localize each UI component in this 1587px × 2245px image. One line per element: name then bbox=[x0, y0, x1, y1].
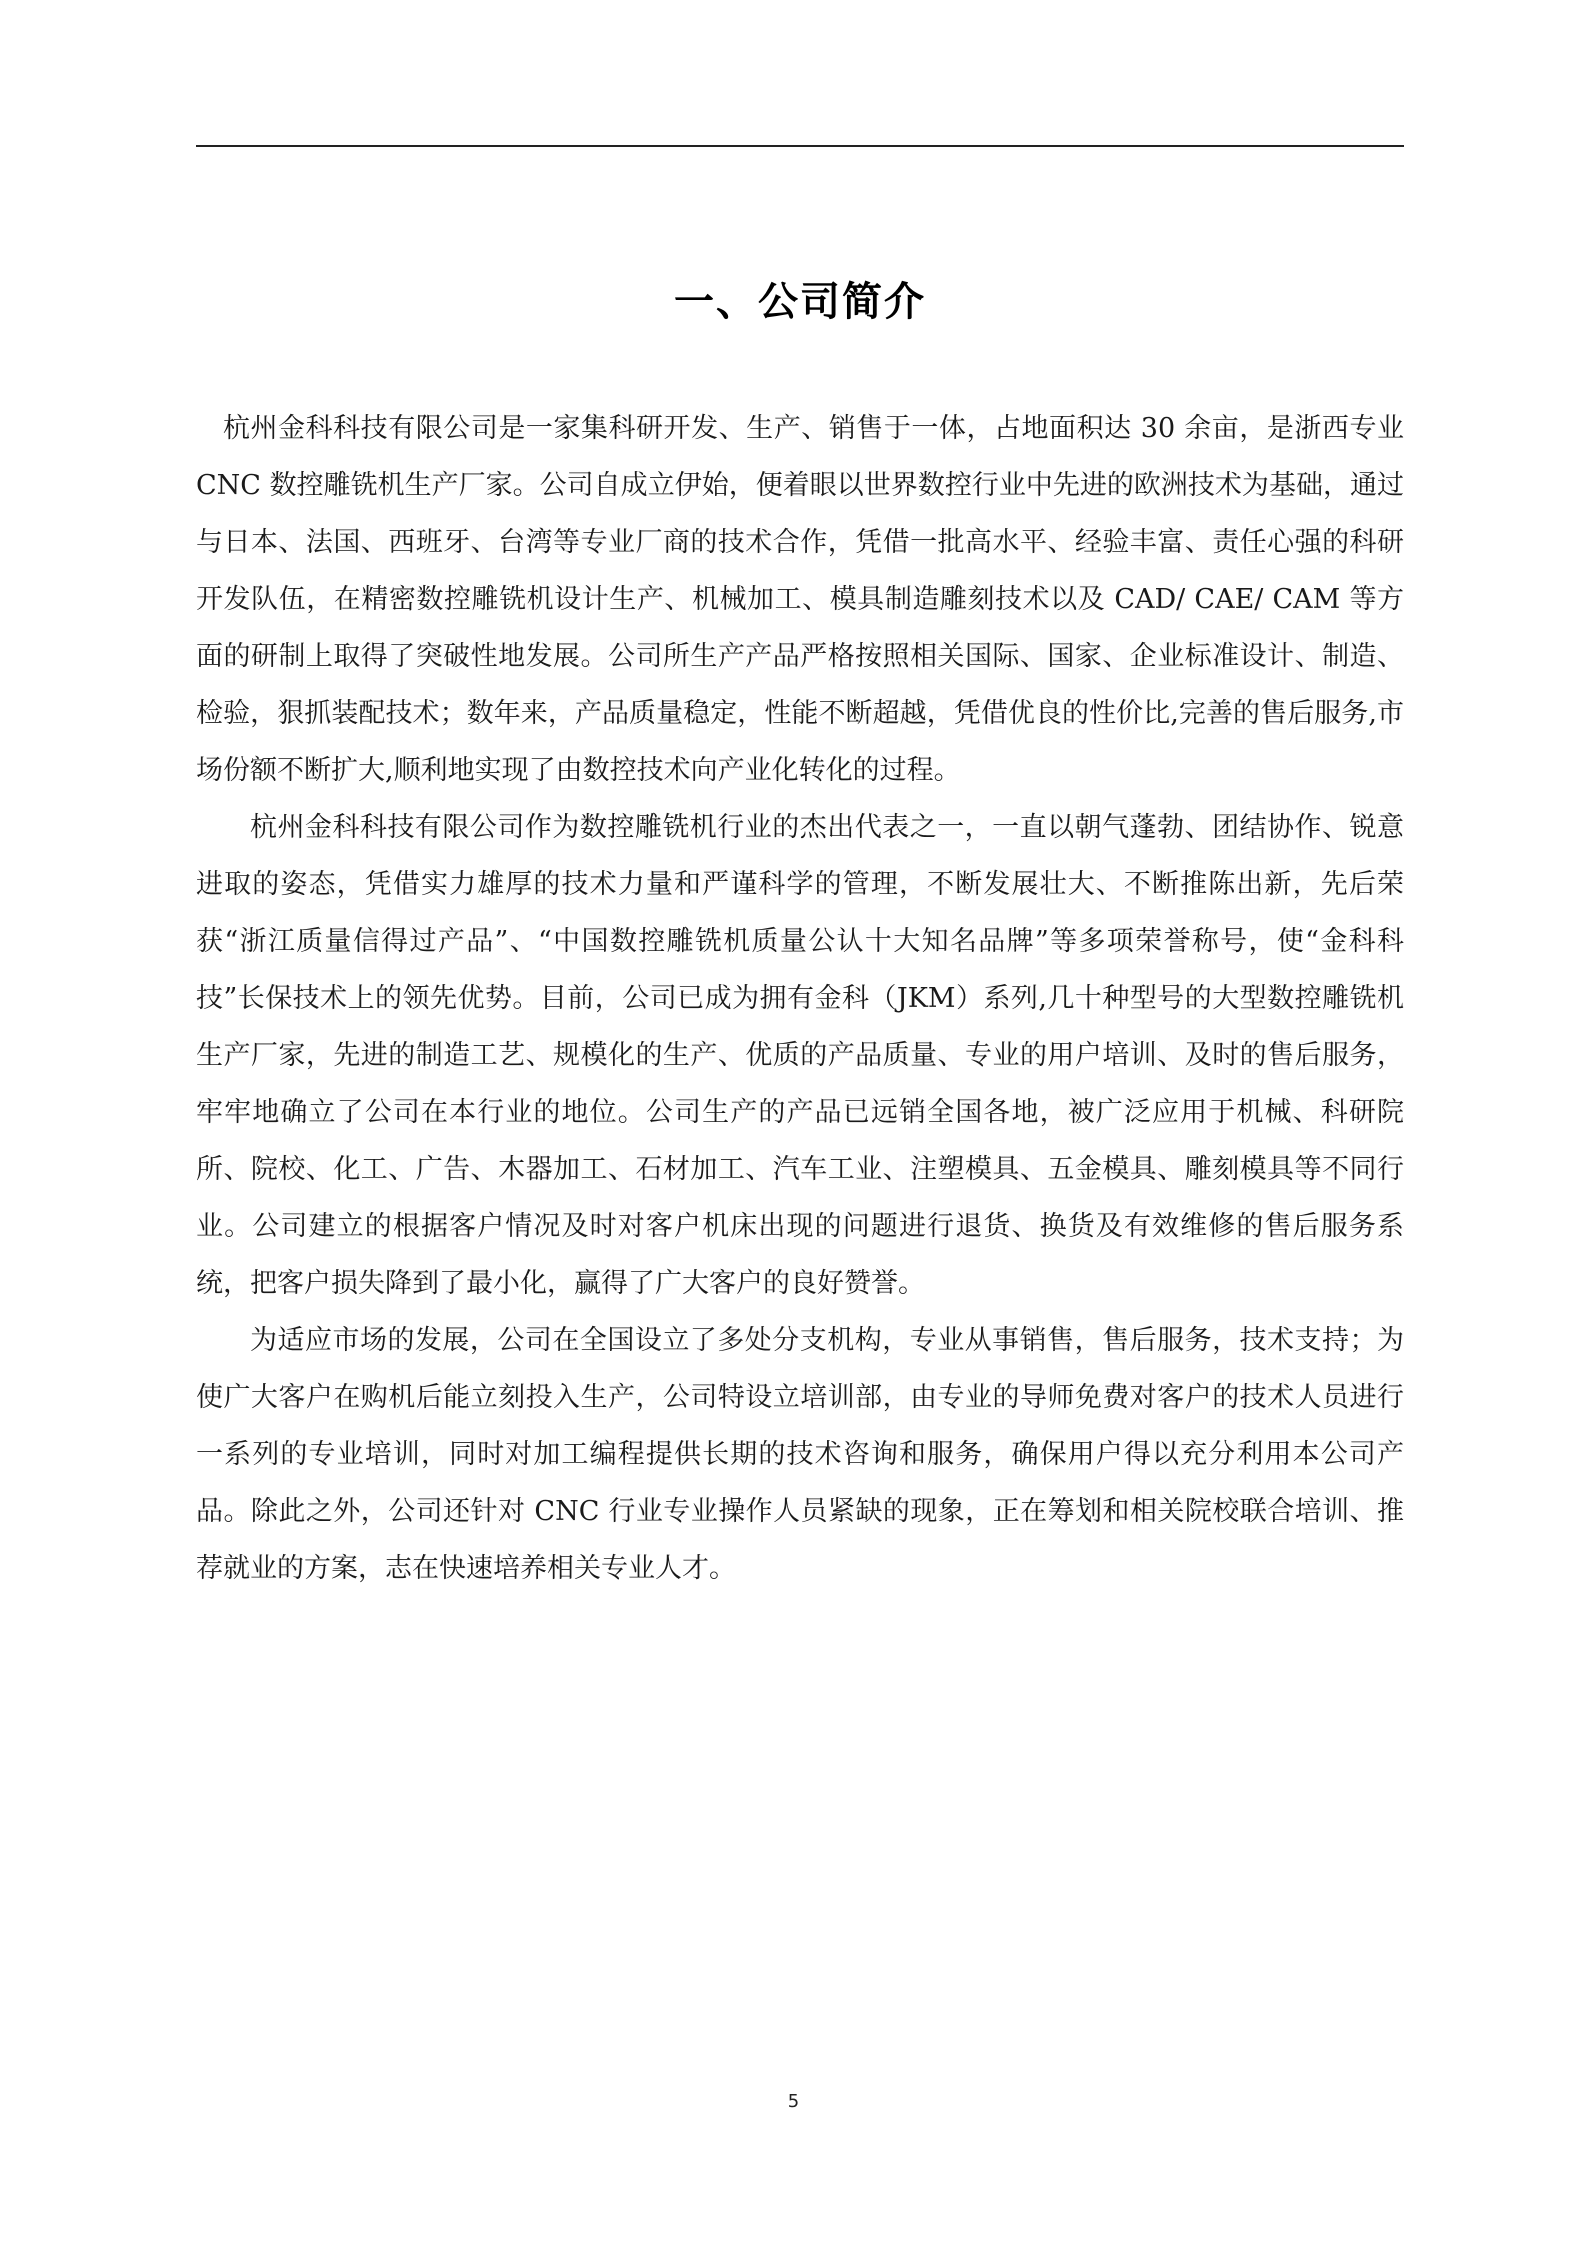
paragraph-company-overview: 杭州金科科技有限公司是一家集科研开发、生产、销售于一体，占地面积达 30 余亩，是浙西专业 CNC 数控雕铣机生产厂家。公司自成立伊始，便着眼以世界数控行业中先进的欧洲技术为基础，通过与日本、法国、西班牙、台湾等专业厂商的技术合作，凭借一批高水平、经验丰富、责任心强的科研开发队伍，在精密数控雕铣机设计生产、机械加工、模具制造雕刻技术以及 CAD/ CAE/ CAM 等方面的研制上取得了突破性地发展。公司所生产产品严格按照相关国际、国家、企业标准设计、制造、检验，狠抓装配技术；数年来，产品质量稳定，性能不断超越，凭借优良的性价比,完善的售后服务,市场份额不断扩大,顺利地实现了由数控技术向产业化转化的过程。 bbox=[196, 413, 1404, 786]
page-number: 5 bbox=[787, 2091, 800, 2112]
paragraph-service-training: 为适应市场的发展，公司在全国设立了多处分支机构，专业从事销售，售后服务，技术支持；为使广大客户在购机后能立刻投入生产，公司特设立培训部，由专业的导师免费对客户的技术人员进行一系列的专业培训，同时对加工编程提供长期的技术咨询和服务，确保用户得以充分利用本公司产品。除此之外，公司还针对 CNC 行业专业操作人员紧缺的现象，正在筹划和相关院校联合培训、推荐就业的方案，志在快速培养相关专业人才。 bbox=[196, 1325, 1404, 1584]
header-rule bbox=[196, 145, 1404, 147]
page-title: 一、公司简介 bbox=[674, 279, 926, 325]
body-text bbox=[196, 400, 1404, 1597]
paragraph-industry-position: 杭州金科科技有限公司作为数控雕铣机行业的杰出代表之一，一直以朝气蓬勃、团结协作、锐意进取的姿态，凭借实力雄厚的技术力量和严谨科学的管理，不断发展壮大、不断推陈出新，先后荣获“浙江质量信得过产品”、“中国数控雕铣机质量公认十大知名品牌”等多项荣誉称号，使“金科科技”长保技术上的领先优势。目前，公司已成为拥有金科（JKM）系列,几十种型号的大型数控雕铣机生产厂家，先进的制造工艺、规模化的生产、优质的产品质量、专业的用户培训、及时的售后服务，牢牢地确立了公司在本行业的地位。公司生产的产品已远销全国各地，被广泛应用于机械、科研院所、院校、化工、广告、木器加工、石材加工、汽车工业、注塑模具、五金模具、雕刻模具等不同行业。公司建立的根据客户情况及时对客户机床出现的问题进行退货、换货及有效维修的售后服务系统，把客户损失降到了最小化，赢得了广大客户的良好赞誉。 bbox=[196, 812, 1404, 1299]
